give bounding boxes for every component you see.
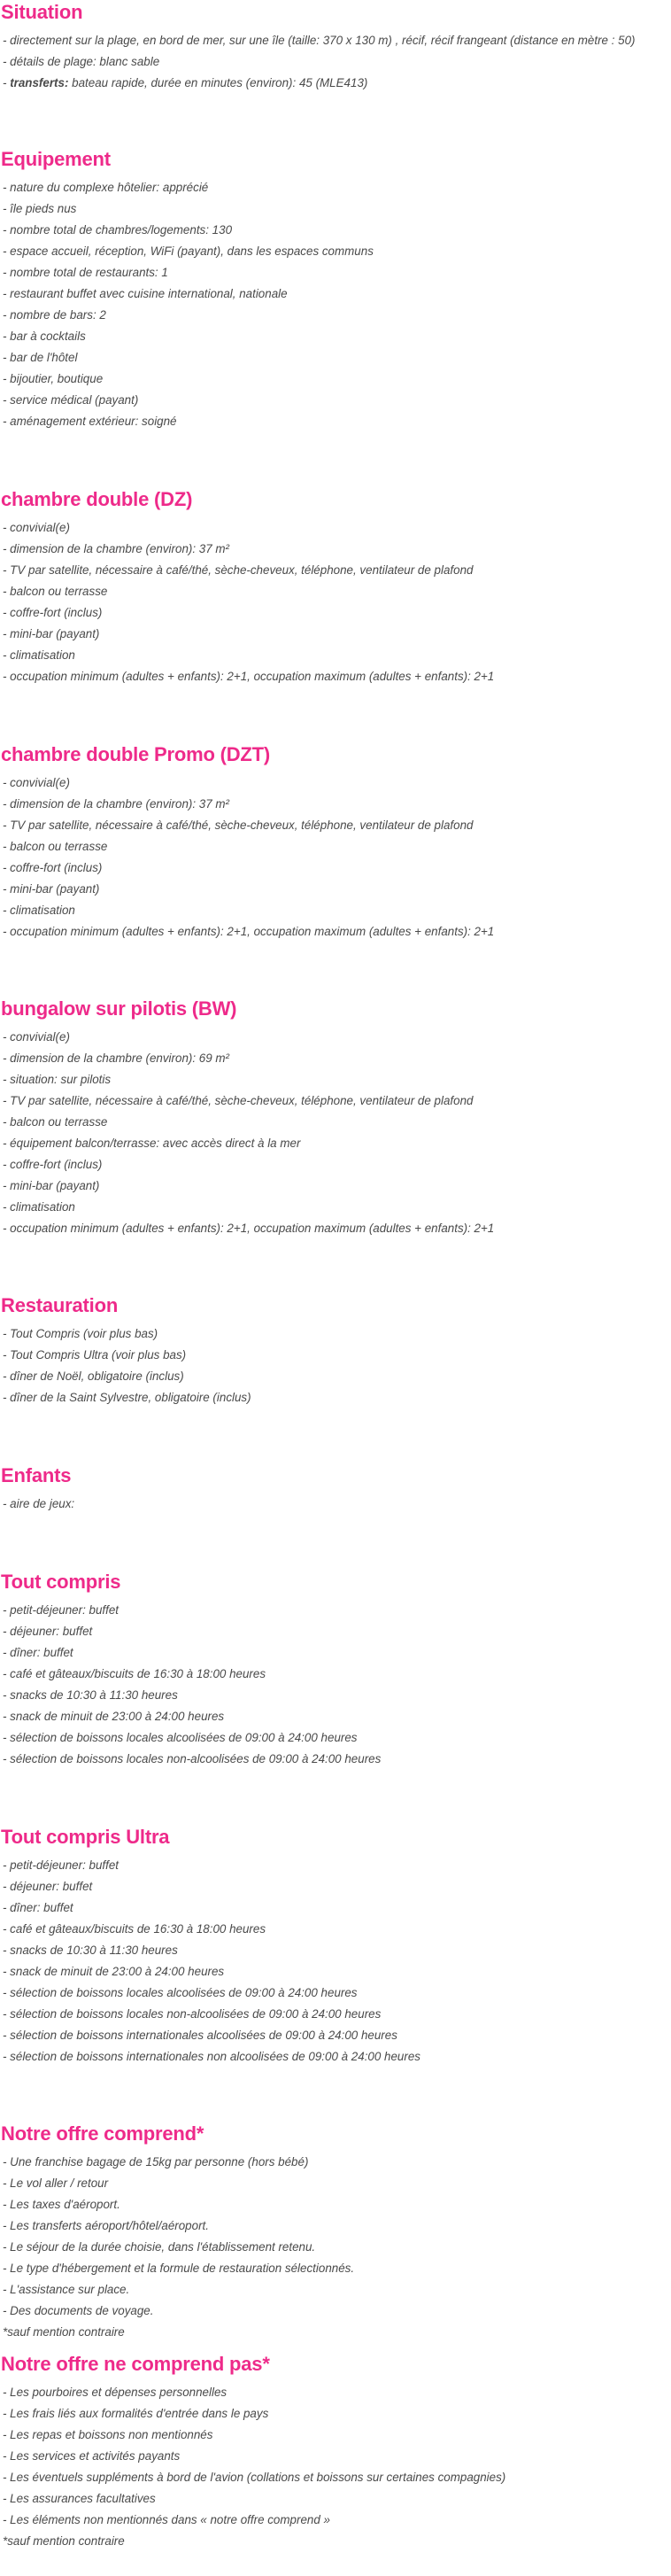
section-enfants — [0, 1463, 671, 1515]
section-equipement — [0, 147, 671, 432]
section-tout-compris — [0, 1570, 671, 1770]
list-item: - sélection de boissons internationales non alcoolisées de 09:00 à 24:00 heures — [3, 2050, 420, 2063]
list-item: - détails de plage: blanc sable — [3, 55, 160, 68]
list-item: - dîner: buffet — [3, 1901, 73, 1914]
list-item: - convivial(e) — [3, 776, 70, 789]
list-item: - Le vol aller / retour — [3, 2176, 109, 2190]
section-title-chambre-double: chambre double (DZ) — [1, 488, 193, 510]
list-item: - sélection de boissons locales non-alcoolisées de 09:00 à 24:00 heures — [3, 1752, 382, 1765]
list-item: - aménagement extérieur: soigné — [3, 415, 177, 428]
list-item: - sélection de boissons locales non-alcoolisées de 09:00 à 24:00 heures — [3, 2007, 382, 2021]
list-item: - restaurant buffet avec cuisine international, nationale — [3, 287, 288, 300]
section-title-offre-comprend: Notre offre comprend* — [1, 2122, 204, 2145]
list-item: - Tout Compris Ultra (voir plus bas) — [3, 1348, 187, 1362]
list-item: - Les transferts aéroport/hôtel/aéroport. — [3, 2219, 209, 2232]
list-item: - dimension de la chambre (environ): 37 m² — [3, 797, 230, 811]
transfer-prefix: - — [3, 76, 11, 89]
list-item: - occupation minimum (adultes + enfants): 2+1, occupation maximum (adultes + enfants): 2+1 — [3, 670, 495, 683]
list-item: - mini-bar (payant) — [3, 627, 100, 640]
tout-compris-list — [0, 1600, 671, 1770]
list-item: - bar de l'hôtel — [3, 351, 78, 364]
situation-list — [0, 30, 671, 94]
list-item: - café et gâteaux/biscuits de 16:30 à 18:00 heures — [3, 1922, 266, 1936]
list-item: - petit-déjeuner: buffet — [3, 1858, 120, 1872]
list-item: - Les repas et boissons non mentionnés — [3, 2428, 213, 2441]
list-item: - Les taxes d'aéroport. — [3, 2198, 120, 2211]
list-item: - sélection de boissons internationales alcoolisées de 09:00 à 24:00 heures — [3, 2029, 397, 2042]
list-item: - Les services et activités payants — [3, 2449, 181, 2463]
list-item: - nombre total de restaurants: 1 — [3, 266, 168, 279]
section-offre-comprend — [0, 2122, 671, 2343]
section-title-tout-compris: Tout compris — [1, 1571, 121, 1593]
section-title-enfants: Enfants — [1, 1464, 72, 1486]
list-item: - bijoutier, boutique — [3, 372, 104, 385]
list-item: - snack de minuit de 23:00 à 24:00 heures — [3, 1710, 225, 1723]
section-title-bungalow-pilotis: bungalow sur pilotis (BW) — [1, 997, 237, 1020]
list-item: - Les pourboires et dépenses personnelles — [3, 2386, 228, 2399]
footnote: *sauf mention contraire — [3, 2534, 125, 2548]
list-item: - île pieds nus — [3, 202, 77, 215]
list-item: - coffre-fort (inclus) — [3, 861, 103, 874]
list-item: - balcon ou terrasse — [3, 840, 108, 853]
offre-comprend-list — [0, 2152, 671, 2322]
list-item: - TV par satellite, nécessaire à café/thé, sèche-cheveux, téléphone, ventilateur de plafond — [3, 819, 474, 832]
enfants-list — [0, 1494, 671, 1515]
restauration-list — [0, 1323, 671, 1408]
chambre-double-list — [0, 517, 671, 687]
list-item: - Une franchise bagage de 15kg par personne (hors bébé) — [3, 2155, 309, 2169]
list-item: - TV par satellite, nécessaire à café/thé, sèche-cheveux, téléphone, ventilateur de plafond — [3, 1094, 474, 1107]
list-item: - Les frais liés aux formalités d'entrée dans le pays — [3, 2407, 269, 2420]
section-offre-ne-comprend-pas — [0, 2352, 671, 2552]
footnote: *sauf mention contraire — [3, 2325, 125, 2339]
list-item: - espace accueil, réception, WiFi (payant), dans les espaces communs — [3, 244, 374, 258]
list-item: - sélection de boissons locales alcoolisées de 09:00 à 24:00 heures — [3, 1986, 358, 1999]
list-item: - coffre-fort (inclus) — [3, 606, 103, 619]
list-item: - dimension de la chambre (environ): 69 m² — [3, 1051, 230, 1065]
section-bungalow-pilotis — [0, 997, 671, 1239]
list-item: - snacks de 10:30 à 11:30 heures — [3, 1688, 178, 1702]
list-item: - petit-déjeuner: buffet — [3, 1603, 120, 1617]
list-item: - Tout Compris (voir plus bas) — [3, 1327, 158, 1340]
list-item: - coffre-fort (inclus) — [3, 1158, 103, 1171]
list-item: - bar à cocktails — [3, 330, 86, 343]
list-item: - Les assurances facultatives — [3, 2492, 156, 2505]
list-item: - mini-bar (payant) — [3, 1179, 100, 1192]
section-title-restauration: Restauration — [1, 1294, 119, 1316]
list-item: - occupation minimum (adultes + enfants): 2+1, occupation maximum (adultes + enfants): 2+1 — [3, 925, 495, 938]
list-item: - café et gâteaux/biscuits de 16:30 à 18:00 heures — [3, 1667, 266, 1680]
list-item: - Les éléments non mentionnés dans « notre offre comprend » — [3, 2513, 330, 2526]
list-item: - mini-bar (payant) — [3, 882, 100, 896]
list-item: - situation: sur pilotis — [3, 1073, 112, 1086]
section-chambre-double-promo — [0, 742, 671, 943]
list-item: - convivial(e) — [3, 1030, 70, 1044]
list-item: - service médical (payant) — [3, 393, 139, 407]
list-item: - dimension de la chambre (environ): 37 m² — [3, 542, 230, 555]
list-item: - nombre de bars: 2 — [3, 308, 106, 322]
list-item: - climatisation — [3, 904, 75, 917]
list-item: - Le séjour de la durée choisie, dans l'établissement retenu. — [3, 2240, 316, 2254]
offre-ne-comprend-pas-list — [0, 2382, 671, 2531]
list-item-transfers — [3, 73, 671, 94]
transfer-value: bateau rapide, durée en minutes (environ): 45 (MLE413) — [68, 76, 368, 89]
list-item: - balcon ou terrasse — [3, 585, 108, 598]
list-item: - sélection de boissons locales alcoolisées de 09:00 à 24:00 heures — [3, 1731, 358, 1744]
section-title-tout-compris-ultra: Tout compris Ultra — [1, 1826, 170, 1848]
list-item: - occupation minimum (adultes + enfants): 2+1, occupation maximum (adultes + enfants): 2+1 — [3, 1222, 495, 1235]
section-tout-compris-ultra — [0, 1825, 671, 2068]
list-item: - dîner de Noël, obligatoire (inclus) — [3, 1369, 184, 1383]
list-item: - climatisation — [3, 648, 75, 662]
list-item: - L'assistance sur place. — [3, 2283, 130, 2296]
equipement-list — [0, 177, 671, 432]
list-item: - équipement balcon/terrasse: avec accès direct à la mer — [3, 1137, 301, 1150]
list-item: - aire de jeux: — [3, 1497, 75, 1510]
section-title-situation: Situation — [1, 1, 83, 23]
section-situation — [0, 0, 671, 94]
list-item: - Le type d'hébergement et la formule de restauration sélectionnés. — [3, 2262, 355, 2275]
transfer-label: transferts: — [10, 76, 69, 89]
list-item: - déjeuner: buffet — [3, 1880, 93, 1893]
section-title-equipement: Equipement — [1, 148, 111, 170]
tout-compris-ultra-list — [0, 1855, 671, 2068]
list-item: - TV par satellite, nécessaire à café/thé, sèche-cheveux, téléphone, ventilateur de plafond — [3, 563, 474, 577]
list-item: - climatisation — [3, 1200, 75, 1214]
list-item: - Des documents de voyage. — [3, 2304, 154, 2317]
list-item: - Les éventuels suppléments à bord de l'avion (collations et boissons sur certaines compagnies) — [3, 2471, 506, 2484]
list-item: - snacks de 10:30 à 11:30 heures — [3, 1944, 178, 1957]
section-chambre-double — [0, 487, 671, 687]
list-item: - déjeuner: buffet — [3, 1625, 93, 1638]
list-item: - snack de minuit de 23:00 à 24:00 heures — [3, 1965, 225, 1978]
bungalow-pilotis-list — [0, 1027, 671, 1239]
list-item: - dîner de la Saint Sylvestre, obligatoire (inclus) — [3, 1391, 251, 1404]
list-item: - directement sur la plage, en bord de mer, sur une île (taille: 370 x 130 m) , récif, récif frangeant (distance en mètre : 50) — [3, 34, 636, 47]
section-restauration — [0, 1293, 671, 1408]
list-item: - balcon ou terrasse — [3, 1115, 108, 1129]
chambre-double-promo-list — [0, 772, 671, 943]
list-item: - nombre total de chambres/logements: 130 — [3, 223, 233, 237]
list-item: - nature du complexe hôtelier: apprécié — [3, 181, 209, 194]
section-title-chambre-double-promo: chambre double Promo (DZT) — [1, 743, 271, 765]
list-item: - dîner: buffet — [3, 1646, 73, 1659]
list-item: - convivial(e) — [3, 521, 70, 534]
section-title-offre-ne-comprend-pas: Notre offre ne comprend pas* — [1, 2353, 270, 2375]
